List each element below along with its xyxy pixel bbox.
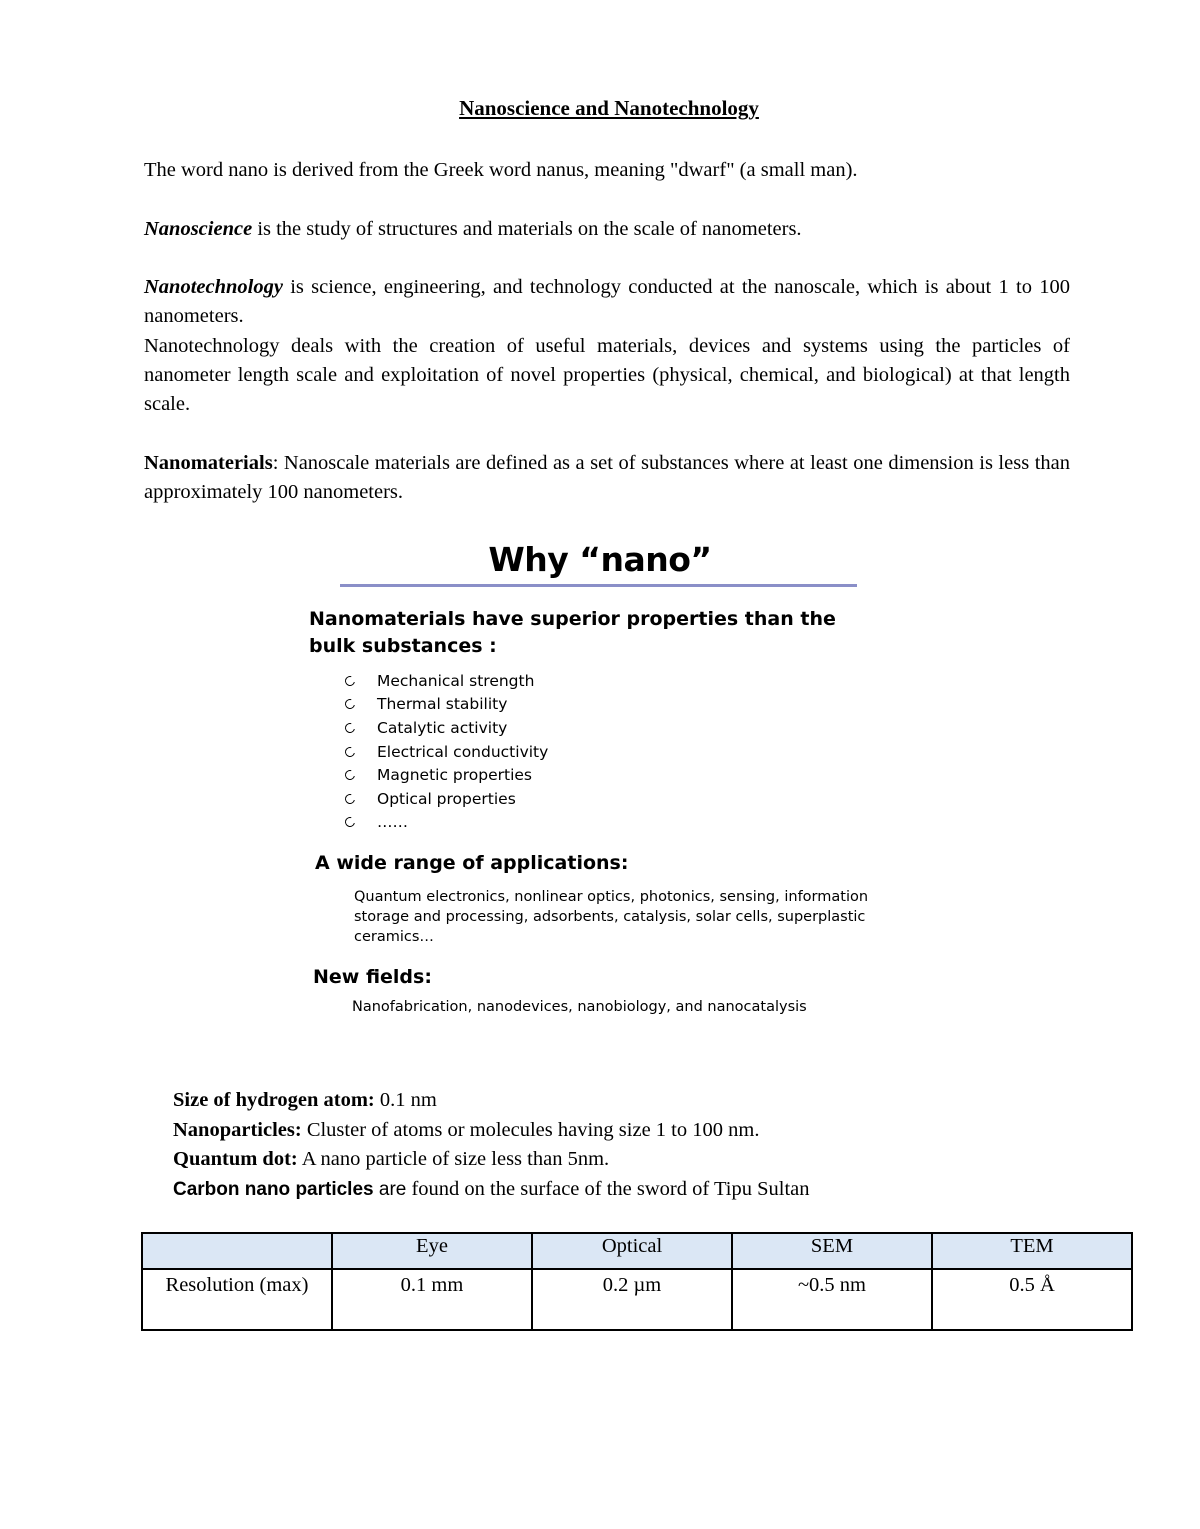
circle-bullet-icon <box>343 674 357 688</box>
new-fields-text: Nanofabrication, nanodevices, nanobiology, and nanocatalysis <box>352 999 807 1015</box>
circle-bullet-icon <box>343 768 357 782</box>
nanoscience-term: Nanoscience <box>144 218 253 240</box>
nanomaterials-definition: : Nanoscale materials are defined as a set of substances where at least one dimension is less than approximately 100 nanometers. <box>144 452 1070 504</box>
slide-title: Why “nano” <box>488 540 712 579</box>
table-header-cell: Optical <box>532 1233 732 1269</box>
new-fields-heading: New fields: <box>313 966 432 988</box>
table-header-cell: Eye <box>332 1233 532 1269</box>
table-cell: 0.1 mm <box>332 1269 532 1330</box>
nanomaterials-paragraph <box>144 449 1070 508</box>
slide-title-underline <box>340 584 857 587</box>
nanotechnology-term: Nanotechnology <box>144 276 283 298</box>
nanoparticles-note: Nanoparticles: Cluster of atoms or molecules having size 1 to 100 nm. <box>173 1119 760 1141</box>
list-item: Catalytic activity <box>345 716 548 740</box>
resolution-table <box>141 1232 1133 1331</box>
list-item: Thermal stability <box>345 693 548 717</box>
nanotechnology-paragraph <box>144 273 1070 419</box>
intro-paragraph: The word nano is derived from the Greek word nanus, meaning "dwarf" (a small man). <box>144 159 858 181</box>
circle-bullet-icon <box>343 721 357 735</box>
nanotechnology-detail: Nanotechnology deals with the creation of useful materials, devices and systems using the particles of nanometer length scale and exploitation of novel properties (physical, chemical, and biological) at that length scale. <box>144 334 1070 416</box>
applications-text: Quantum electronics, nonlinear optics, photonics, sensing, information storage and processing, adsorbents, catalysis, solar cells, superplastic ceramics… <box>354 889 869 945</box>
nanoscience-definition: is the study of structures and materials on the scale of nanometers. <box>252 218 802 240</box>
why-nano-slide <box>300 530 900 1030</box>
list-item: Optical properties <box>345 787 548 811</box>
list-item: …… <box>345 811 548 835</box>
carbon-note: Carbon nano particles are found on the surface of the sword of Tipu Sultan <box>173 1178 810 1200</box>
applications-heading: A wide range of applications: <box>315 852 629 874</box>
hydrogen-note: Size of hydrogen atom: 0.1 nm <box>173 1089 437 1111</box>
table-header-cell: SEM <box>732 1233 932 1269</box>
circle-bullet-icon <box>343 792 357 806</box>
table-header-row <box>142 1233 1132 1269</box>
table-cell: 0.5 Å <box>932 1269 1132 1330</box>
circle-bullet-icon <box>343 745 357 759</box>
table-header-cell <box>142 1233 332 1269</box>
properties-list <box>345 669 548 834</box>
table-row <box>142 1269 1132 1330</box>
table-cell: 0.2 µm <box>532 1269 732 1330</box>
row-label-cell: Resolution (max) <box>142 1269 332 1330</box>
table-header-cell: TEM <box>932 1233 1132 1269</box>
nanomaterials-term: Nanomaterials <box>144 452 273 474</box>
table-cell: ~0.5 nm <box>732 1269 932 1330</box>
list-item: Electrical conductivity <box>345 740 548 764</box>
list-item: Mechanical strength <box>345 669 548 693</box>
circle-bullet-icon <box>343 698 357 712</box>
page-title: Nanoscience and Nanotechnology <box>459 96 759 120</box>
circle-bullet-icon <box>343 816 357 830</box>
slide-intro: Nanomaterials have superior properties than the bulk substances : <box>309 608 836 657</box>
list-item: Magnetic properties <box>345 763 548 787</box>
quantum-dot-note: Quantum dot: A nano particle of size less than 5nm. <box>173 1148 610 1170</box>
nanoscience-paragraph <box>144 215 1070 244</box>
nanotechnology-definition: is science, engineering, and technology conducted at the nanoscale, which is about 1 to 100 nanometers. <box>144 276 1070 328</box>
